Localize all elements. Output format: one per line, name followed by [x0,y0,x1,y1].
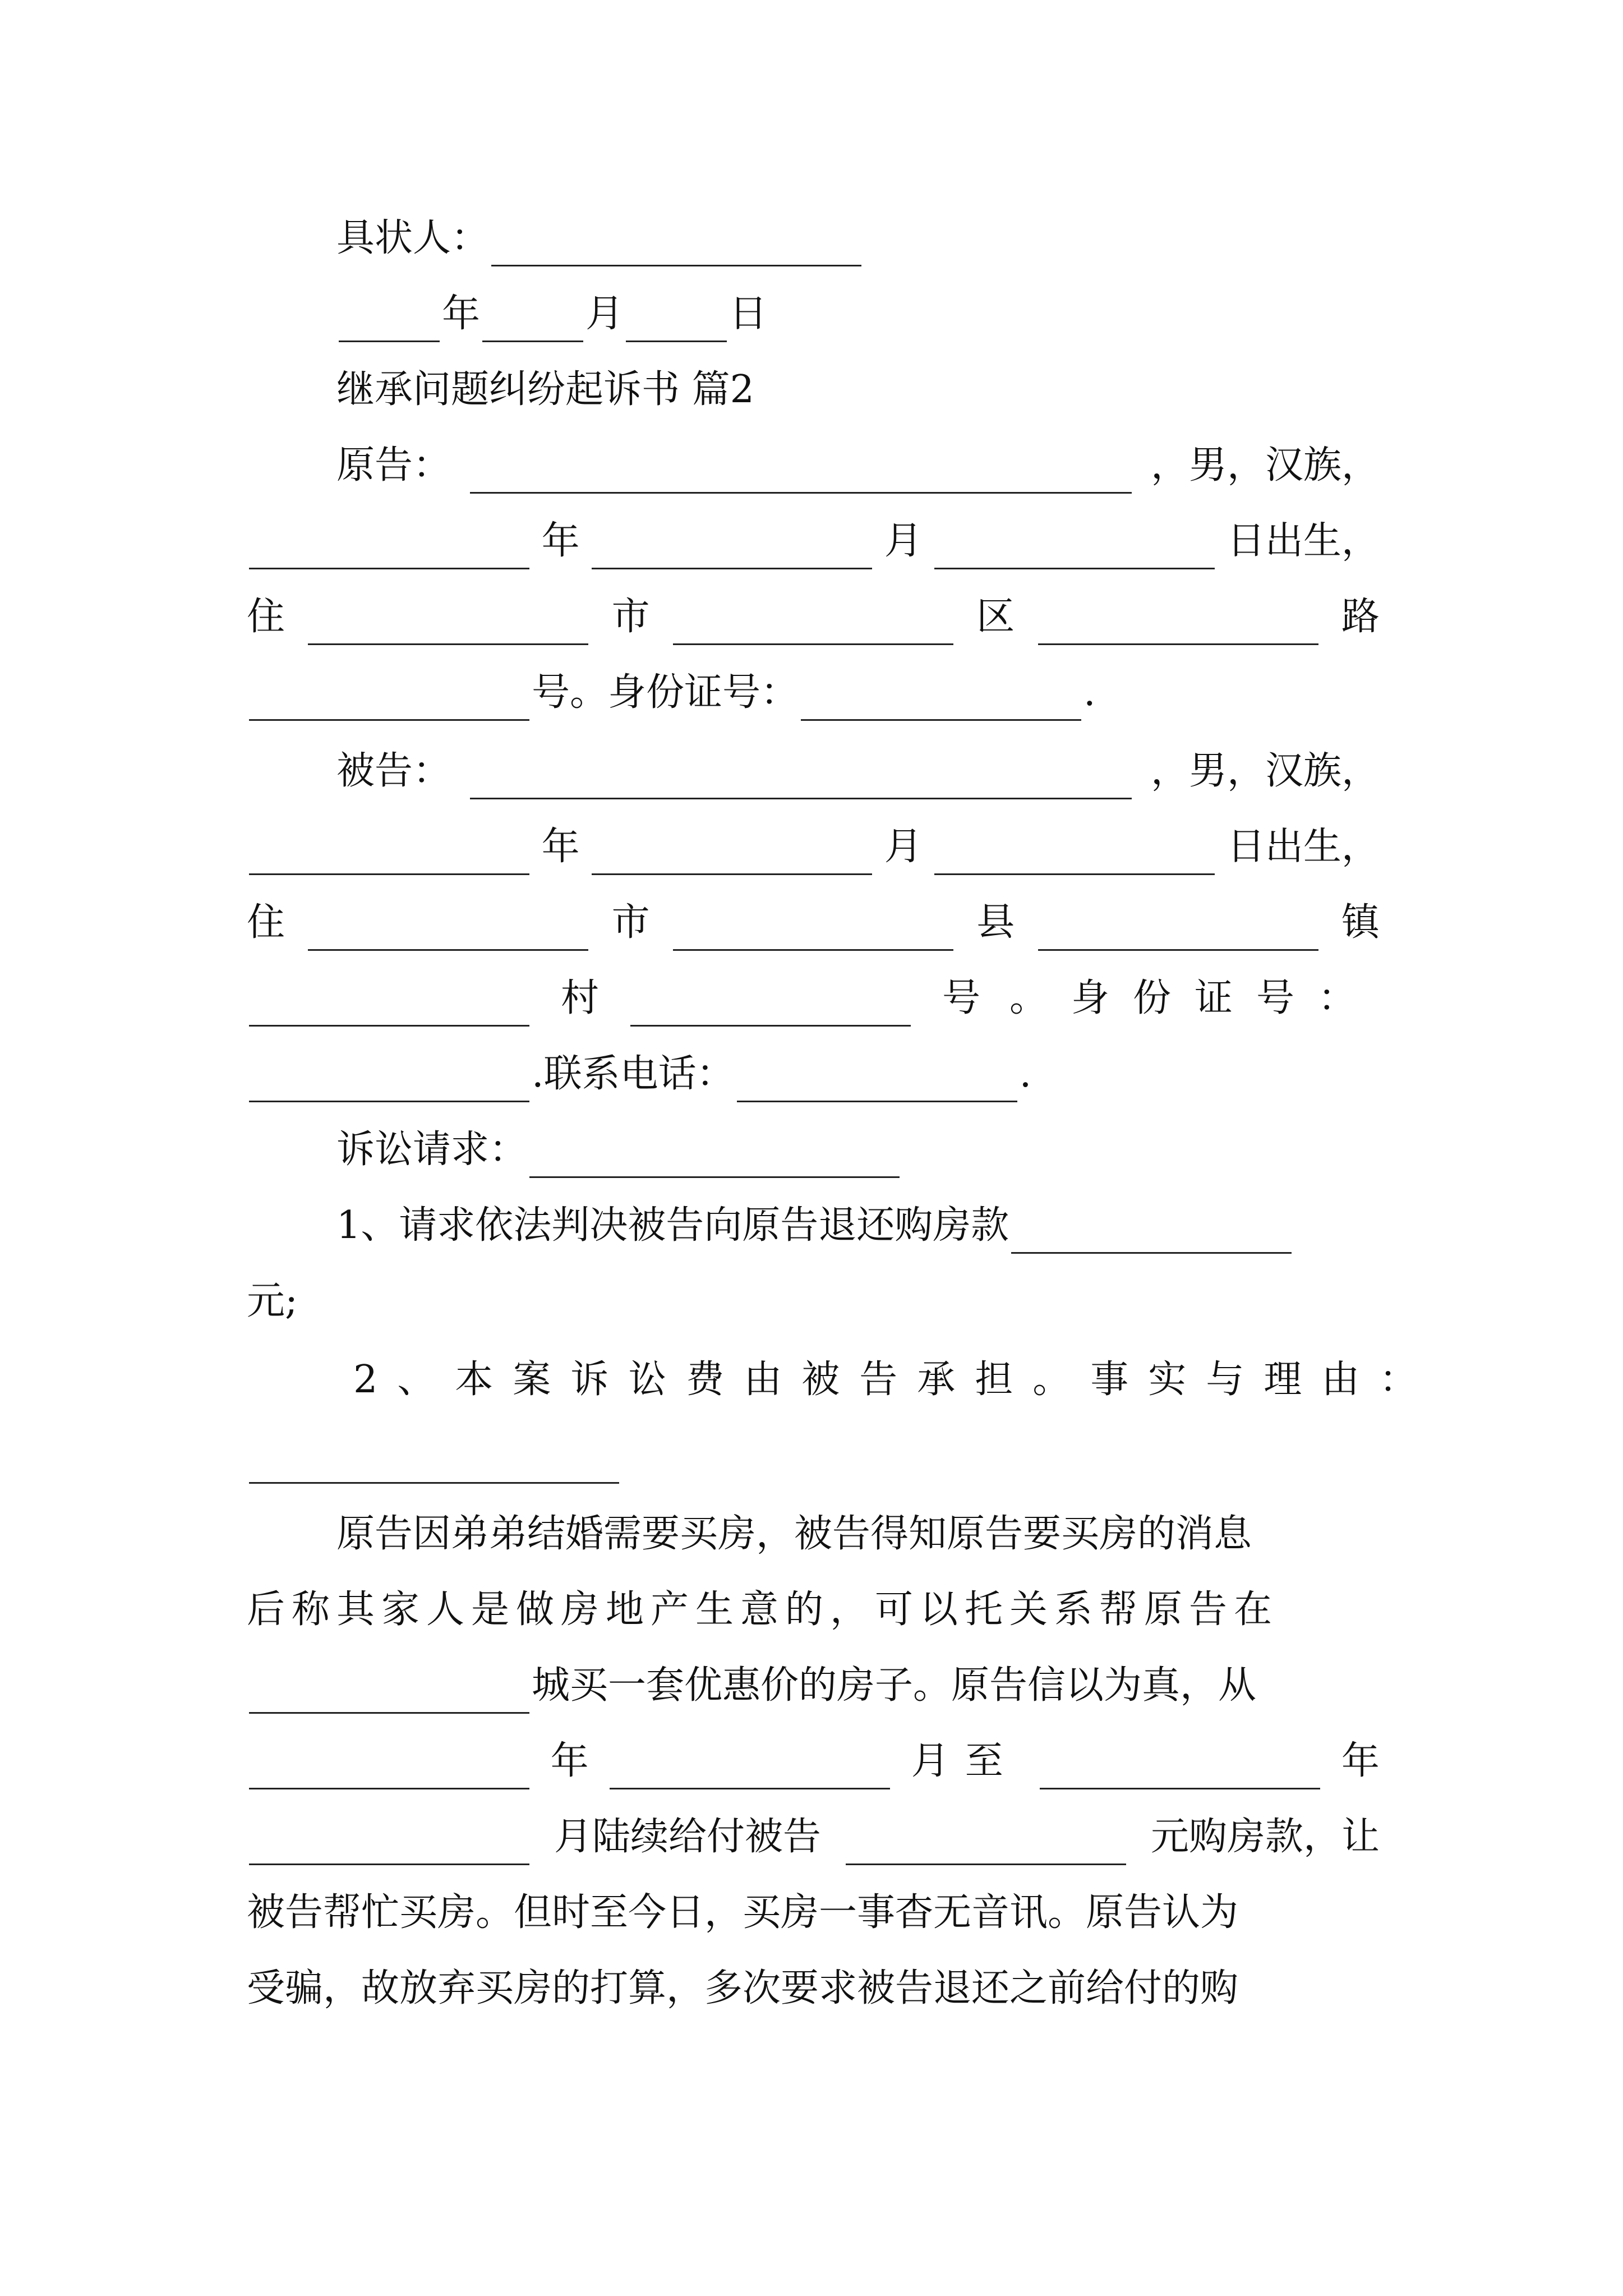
blank [249,986,529,1027]
blank [610,1749,890,1789]
plaintiff-line-3 [247,589,1380,645]
month-blank [482,301,583,342]
claim-1 [247,1198,1380,1254]
year-label: 年 [442,292,481,336]
phone-blank [737,1061,1017,1102]
blank [1038,604,1318,645]
blank [934,528,1215,569]
period: . [1083,670,1096,715]
facts-line-1 [247,1506,1380,1562]
facts-line-6 [247,1885,1380,1941]
defendant-line-1 [247,743,1380,799]
id-label: 。身份证号： [1009,976,1380,1020]
facts-line-2 [247,1582,1380,1638]
blank [308,604,588,645]
day-blank [626,301,727,342]
blank [249,834,529,875]
claim-1-text: 1、请求依法判决被告向原告退还购房款 [336,1203,1009,1248]
blank [249,1824,529,1865]
facts-line-7 [247,1961,1380,2017]
facts-blank-line [247,1428,1380,1484]
town-label: 镇 [1341,900,1380,945]
plaintiff-line-2 [247,513,1380,569]
city-label: 市 [611,900,650,945]
amount-blank [846,1824,1126,1865]
month-to-label: 月至 [911,1739,1019,1783]
day-label: 日 [729,292,768,336]
plaintiff-label: 原告： [336,443,451,487]
claim-2 [247,1352,1437,1408]
claims-label: 诉讼请求： [336,1128,528,1172]
number-label: 号 [942,976,980,1020]
city-blank [249,1673,529,1714]
defendant-name-blank [470,758,1132,799]
blank [249,680,529,721]
month-label: 月 [585,292,624,336]
defendant-line-5 [247,1046,1380,1102]
live-label: 住 [247,595,285,639]
section-title [247,362,1380,418]
year-blank [339,301,440,342]
facts-text: 元购房款，让 [1150,1815,1380,1859]
claims-blank [529,1137,900,1178]
birth-label: 日出生， [1227,519,1380,563]
village-label: 村 [560,976,599,1020]
blank [308,910,588,951]
blank [249,528,529,569]
blank [934,834,1215,875]
county-label: 县 [976,900,1015,945]
signer-line [247,210,1380,266]
year-label: 年 [541,825,580,869]
month-label: 月 [884,825,923,869]
section-title-text: 继承问题纠纷起诉书 篇2 [336,367,754,412]
facts-blank [249,1443,619,1484]
facts-text: 原告因弟弟结婚需要买房，被告得知原告要买房的消息 [336,1512,1252,1556]
blank [1038,910,1318,951]
plaintiff-line-1 [247,438,1380,494]
claims-line [247,1122,1380,1178]
blank [630,986,911,1027]
claim-1-end [247,1273,1380,1329]
blank [673,910,953,951]
year-label: 年 [550,1739,589,1783]
district-label: 区 [976,595,1015,639]
blank [592,528,872,569]
live-label: 住 [247,900,285,945]
facts-line-5 [247,1809,1380,1865]
road-label: 路 [1341,595,1380,639]
facts-text: 被告帮忙买房。但时至今日，买房一事杳无音讯。原告认为 [247,1890,1239,1935]
year-label: 年 [1341,1739,1380,1783]
id-blank [249,1061,529,1102]
plaintiff-line-4 [247,665,1380,721]
period: . [1019,1052,1032,1096]
facts-text: 后称其家人是做房地产生意的，可以托关系帮原告在 [247,1588,1279,1632]
year-label: 年 [541,519,580,563]
signer-label: 具状人： [336,216,490,260]
city-label: 市 [611,595,650,639]
phone-label: .联系电话： [532,1052,735,1096]
month-label: 月 [884,519,923,563]
blank [673,604,953,645]
facts-line-3 [247,1658,1380,1714]
claim-1-end-text: 元; [247,1279,298,1323]
defendant-gender: ，男，汉族， [1150,749,1380,793]
signer-blank [491,226,861,266]
plaintiff-gender: ，男，汉族， [1150,443,1380,487]
blank [249,1749,529,1789]
facts-text: 受骗，故放弃买房的打算，多次要求被告退还之前给付的购 [247,1966,1239,2010]
blank [592,834,872,875]
defendant-line-2 [247,819,1380,875]
defendant-line-3 [247,895,1380,951]
plaintiff-name-blank [470,453,1132,494]
facts-line-4 [247,1733,1380,1789]
defendant-label: 被告： [336,749,451,793]
defendant-line-4 [247,970,1380,1027]
id-label: 号。身份证号： [532,670,799,715]
id-blank [801,680,1081,721]
claim-2-text: 2、本案诉讼费由被告承担。事实与理由： [353,1358,1437,1402]
amount-blank [1011,1213,1292,1254]
blank [1040,1749,1320,1789]
facts-text: 月陆续给付被告 [554,1815,821,1859]
date-line [247,286,1380,342]
facts-text: 城买一套优惠价的房子。原告信以为真，从 [532,1663,1257,1708]
birth-label: 日出生， [1227,825,1380,869]
